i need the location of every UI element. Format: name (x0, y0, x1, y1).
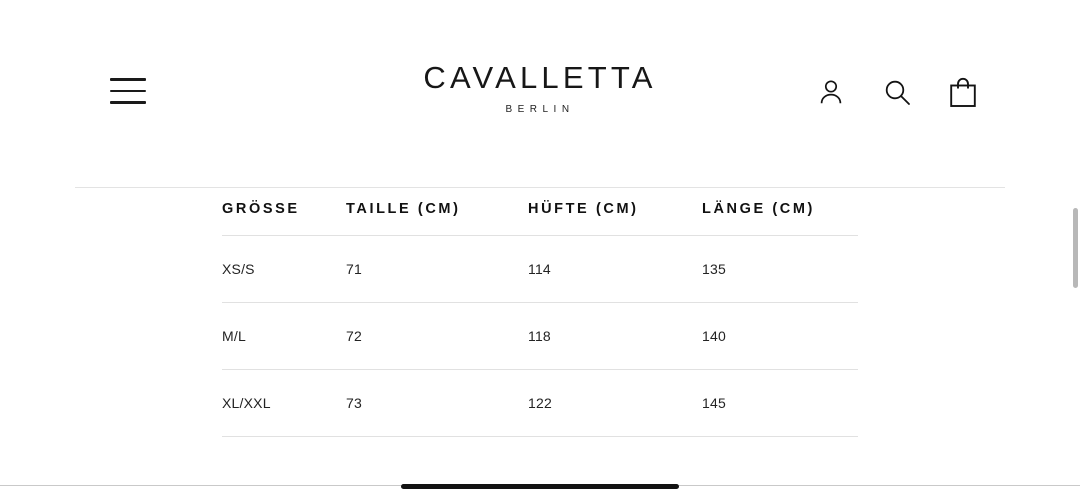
logo-tagline: BERLIN (505, 104, 575, 115)
header-icon-group (814, 74, 980, 110)
table-row (222, 303, 858, 370)
cell-size: XL/XXL (222, 370, 346, 437)
site-header (0, 0, 1080, 160)
cell-taille: 73 (346, 370, 528, 437)
column-header-groesse: GRÖSSE (222, 187, 346, 236)
cell-laenge: 135 (702, 236, 858, 303)
table-row (222, 236, 858, 303)
cell-taille: 71 (346, 236, 528, 303)
logo-wordmark: CAVALLETTA (423, 60, 657, 95)
column-header-taille: TAILLE (CM) (346, 187, 528, 236)
cell-huefte: 122 (528, 370, 702, 437)
cell-laenge: 140 (702, 303, 858, 370)
vertical-scrollbar[interactable] (1071, 0, 1080, 490)
column-header-laenge: LÄNGE (CM) (702, 187, 858, 236)
home-indicator (401, 484, 679, 489)
scrollbar-thumb[interactable] (1073, 208, 1078, 288)
cell-taille: 72 (346, 303, 528, 370)
account-icon[interactable] (814, 74, 848, 110)
cart-icon[interactable] (946, 74, 980, 110)
table-row (222, 370, 858, 437)
column-header-huefte: HÜFTE (CM) (528, 187, 702, 236)
cell-size: XS/S (222, 236, 346, 303)
browser-bottom-bar (0, 485, 1080, 498)
cell-huefte: 118 (528, 303, 702, 370)
table-header-row (222, 187, 858, 236)
size-chart-section (0, 160, 1080, 490)
size-table (222, 187, 858, 437)
cell-size: M/L (222, 303, 346, 370)
cell-huefte: 114 (528, 236, 702, 303)
cell-laenge: 145 (702, 370, 858, 437)
search-icon[interactable] (880, 74, 914, 110)
